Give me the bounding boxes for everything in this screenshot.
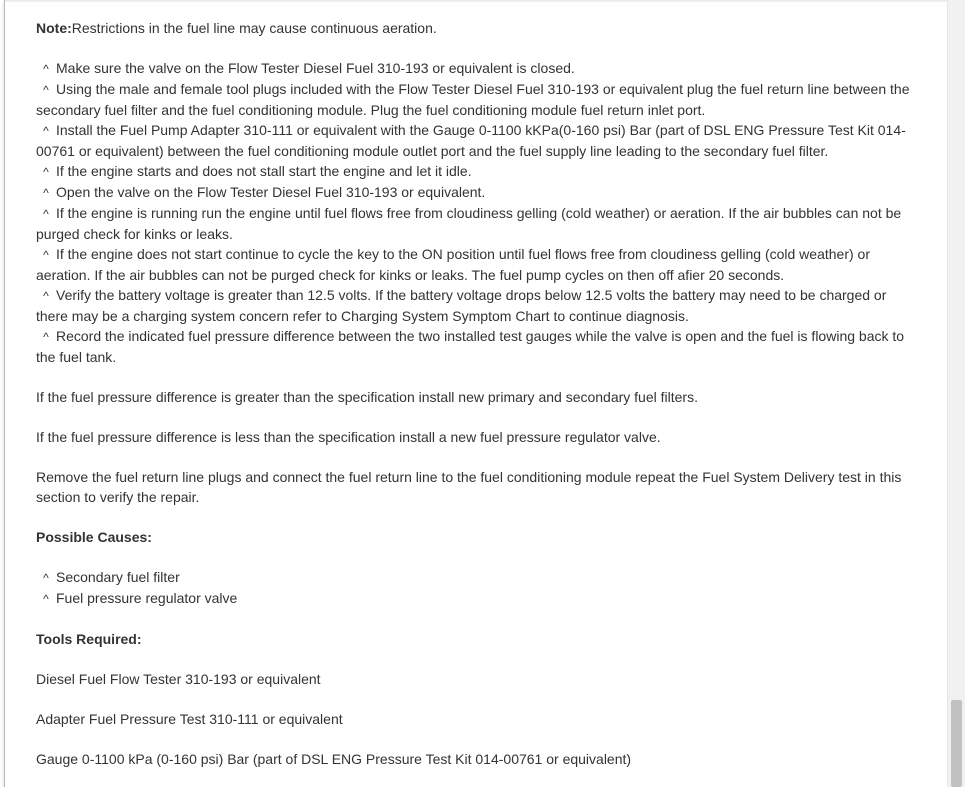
note-text: Restrictions in the fuel line may cause continuous aeration. [71,20,437,36]
step-item [36,244,922,285]
step-text: If the engine is running run the engine until fuel flows free from cloudiness gelling (cold weather) or aeration. If the air bubbles can not be purged check for kinks or leaks. [36,205,902,242]
spacer [36,609,922,629]
tool-item: Gauge 0-1100 kPa (0-160 psi) Bar (part of DSL ENG Pressure Test Kit 014-00761 or equivalent) [36,751,632,767]
panel-top-shadow [5,0,948,3]
remove-paragraph: Remove the fuel return line plugs and connect the fuel return line to the fuel conditioning module repeat the Fuel System Delivery test in this section to verify the repair. [36,469,902,505]
cause-text: Fuel pressure regulator valve [56,590,238,606]
spacer [36,38,922,58]
document-content [36,18,922,769]
caret-bullet-icon: ^ [43,289,49,303]
result-greater-paragraph: If the fuel pressure difference is greater than the specification install new primary and secondary fuel filters. [36,389,698,405]
tool-item: Adapter Fuel Pressure Test 310-111 or equivalent [36,711,343,727]
possible-causes-heading: Possible Causes: [36,529,152,545]
step-text: Open the valve on the Flow Tester Diesel Fuel 310-193 or equivalent. [56,184,486,200]
note-label: Note: [36,20,72,36]
result-less-paragraph: If the fuel pressure difference is less than the specification install a new fuel pressure regulator valve. [36,429,661,445]
step-item [36,285,922,326]
spacer [36,649,922,669]
spacer [36,367,922,387]
spacer [36,689,922,709]
vertical-scrollbar[interactable] [947,0,965,787]
caret-bullet-icon: ^ [43,186,49,200]
caret-bullet-icon: ^ [43,592,49,606]
caret-bullet-icon: ^ [43,248,49,262]
caret-bullet-icon: ^ [43,62,49,76]
spacer [36,729,922,749]
step-item [36,79,922,120]
spacer [36,447,922,467]
spacer [36,547,922,567]
caret-bullet-icon: ^ [43,207,49,221]
spacer [36,507,922,527]
step-text: If the engine does not start continue to cycle the key to the ON position until fuel flows free from cloudiness gelling (cold weather) or aeration. If the air bubbles can not be purged check for kinks or leaks. The fuel pump cycles on then off afier 20 seconds. [36,246,870,283]
step-text: Using the male and female tool plugs included with the Flow Tester Diesel Fuel 310-193 or equivalent plug the fuel return line between the secondary fuel filter and the fuel conditioning module. Plug the fuel conditioning module fuel return inlet port. [36,81,910,118]
caret-bullet-icon: ^ [43,571,49,585]
scrollbar-thumb[interactable] [951,700,962,787]
cause-item [36,588,922,609]
step-item [36,58,922,79]
tool-item: Diesel Fuel Flow Tester 310-193 or equivalent [36,671,321,687]
step-item [36,120,922,161]
cause-text: Secondary fuel filter [56,569,180,585]
step-text: Record the indicated fuel pressure difference between the two installed test gauges while the valve is open and the fuel is flowing back to the fuel tank. [36,328,905,365]
step-item [36,326,922,367]
caret-bullet-icon: ^ [43,330,49,344]
note-paragraph [36,18,922,38]
step-text: Verify the battery voltage is greater than 12.5 volts. If the battery voltage drops below 12.5 volts the battery may need to be charged or there may be a charging system concern refer to Charging System Symptom Chart to continue diagnosis. [36,287,887,324]
caret-bullet-icon: ^ [43,124,49,138]
step-item [36,161,922,182]
step-text: Make sure the valve on the Flow Tester Diesel Fuel 310-193 or equivalent is closed. [56,60,575,76]
step-text: If the engine starts and does not stall start the engine and let it idle. [56,163,472,179]
step-item [36,182,922,203]
step-item [36,203,922,244]
spacer [36,407,922,427]
step-text: Install the Fuel Pump Adapter 310-111 or equivalent with the Gauge 0-1100 kKPa(0-160 psi) Bar (part of DSL ENG Pressure Test Kit 014-00761 or equivalent) between the fuel conditioning module outlet port and the fuel supply line leading to the secondary fuel filter. [36,122,906,159]
caret-bullet-icon: ^ [43,83,49,97]
cause-item [36,567,922,588]
caret-bullet-icon: ^ [43,165,49,179]
tools-required-heading: Tools Required: [36,631,142,647]
document-panel [4,0,948,787]
